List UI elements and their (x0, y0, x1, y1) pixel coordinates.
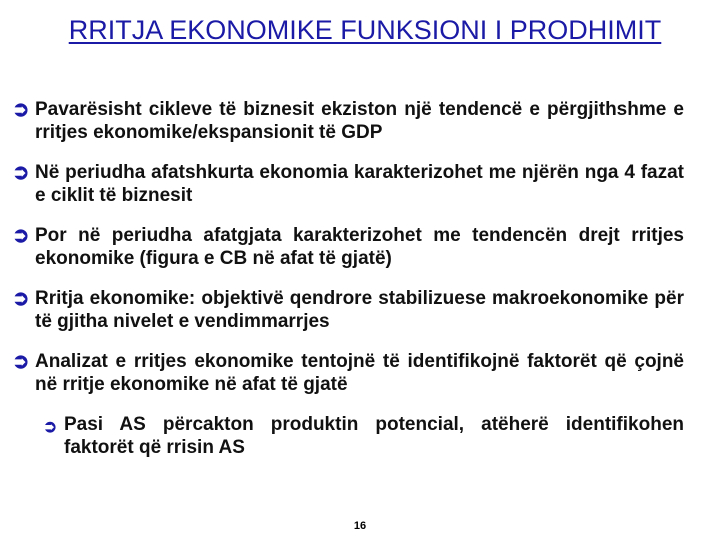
bullet-list (12, 98, 684, 476)
curved-arrow-bullet-icon: ➲ (12, 98, 30, 121)
bullet-text: Në periudha afatshkurta ekonomia karakterizohet me njërën nga 4 fazat e ciklit të biznesit (35, 162, 684, 206)
bullet-text: Rritja ekonomike: objektivë qendrore stabilizuese makroekonomike për të gjitha nivelet e vendimmarrjes (35, 288, 684, 332)
curved-arrow-bullet-icon: ➲ (12, 161, 30, 184)
slide-title: RRITJA EKONOMIKE FUNKSIONI I PRODHIMIT (68, 15, 662, 45)
curved-arrow-bullet-icon: ➲ (12, 224, 30, 247)
bullet-item (12, 350, 684, 396)
bullet-item (12, 287, 684, 333)
sub-bullet-item (43, 413, 684, 459)
curved-arrow-bullet-icon: ➲ (12, 287, 30, 310)
bullet-text: Pavarësisht cikleve të biznesit ekziston një tendencë e përgjithshme e rritjes ekonomike/ekspansionit të GDP (35, 99, 684, 143)
bullet-item (12, 98, 684, 144)
curved-arrow-bullet-icon: ➲ (43, 417, 58, 436)
bullet-item (12, 161, 684, 207)
page-number: 16 (353, 520, 367, 532)
sub-bullet-text: Pasi AS përcakton produktin potencial, atëherë identifikohen faktorët që rrisin AS (64, 414, 684, 458)
bullet-text: Analizat e rritjes ekonomike tentojnë të identifikojnë faktorët që çojnë në rritje ekonomike në afat të gjatë (35, 351, 684, 395)
bullet-text: Por në periudha afatgjata karakterizohet me tendencën drejt rritjes ekonomike (figura e CB në afat të gjatë) (35, 225, 684, 269)
curved-arrow-bullet-icon: ➲ (12, 350, 30, 373)
bullet-item (12, 224, 684, 270)
